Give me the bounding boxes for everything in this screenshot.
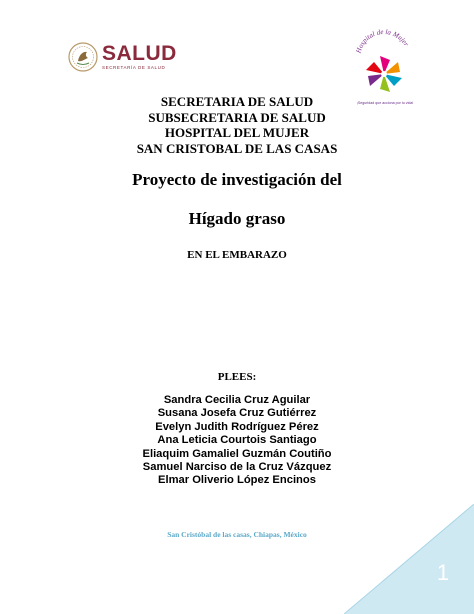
corner-decoration [344,504,474,614]
author-name: Ana Leticia Courtois Santiago [157,434,317,447]
salud-logo [68,40,178,74]
institution-block [0,94,474,156]
svg-text:Hospital de la Mujer: Hospital de la Mujer [354,27,411,55]
institution-line: SUBSECRETARIA DE SALUD [148,109,326,125]
page-number: 1 [436,560,450,585]
hospital-slogan: ¡Seguridad que acciona por tu vida! [356,101,414,105]
authors-list [0,394,474,488]
salud-wordmark: SALUD [102,42,177,66]
institution-line: HOSPITAL DEL MUJER [164,125,310,140]
salud-subtitle: SECRETARÍA DE SALUD [102,65,166,71]
project-title-line1: Proyecto de investigación del [132,170,342,189]
author-name: Sandra Cecilia Cruz Aguilar [163,394,311,406]
project-subtitle: EN EL EMBARAZO [187,249,287,261]
project-title-line2: Hígado graso [188,209,286,228]
author-name: Eliaquim Gamaliel Guzmán Coutiño [142,447,332,460]
authors-label: PLEES: [217,371,257,383]
hospital-pinwheel-icon [352,24,416,102]
institution-line: SECRETARIA DE SALUD [160,94,314,109]
institution-line: SAN CRISTOBAL DE LAS CASAS [136,140,338,156]
author-name: Susana Josefa Cruz Gutiérrez [157,407,317,420]
author-name: Evelyn Judith Rodríguez Pérez [155,420,319,433]
location-line: San Cristóbal de las casas, Chiapas, México [167,530,307,539]
author-name: Elmar Oliverio López Encinos [158,474,316,487]
mexico-emblem-icon [68,41,98,73]
author-name: Samuel Narciso de la Cruz Vázquez [142,461,332,474]
